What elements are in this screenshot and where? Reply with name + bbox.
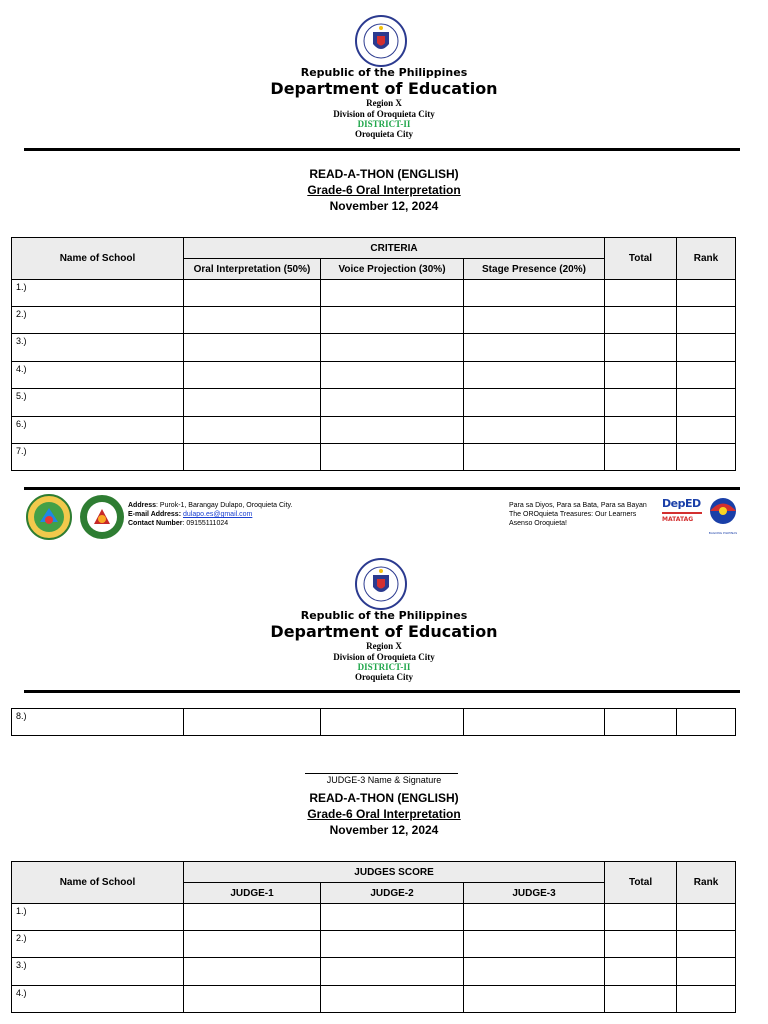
score-cell[interactable] [464,389,605,417]
rank-header: Rank [677,238,736,280]
criteria-header-voice: Voice Projection (30%) [321,259,464,280]
row-number: 3.) [12,958,184,986]
department-title: Department of Education [270,622,498,641]
row-number: 5.) [12,389,184,417]
table-row [12,307,736,334]
rank-cell[interactable] [677,931,736,958]
division-label: Division of Oroquieta City [333,652,435,662]
event-title: READ-A-THON (ENGLISH) [309,167,459,181]
rank-header: Rank [677,862,736,904]
total-cell[interactable] [605,307,677,334]
header-divider [24,148,740,151]
row-number: 7.) [12,444,184,471]
footer-divider [24,487,740,490]
footer-contact: Address: Purok-1, Barangay Dulapo, Oroquieta City. E-mail Address: dulapo.es@gmail.com Contact Number: 09155111024 [128,502,293,527]
table-row [12,417,736,444]
email-link[interactable]: dulapo.es@gmail.com [182,511,253,518]
score-cell[interactable] [184,958,321,986]
row-number: 2.) [12,931,184,958]
score-cell[interactable] [321,958,464,986]
rank-cell[interactable] [677,986,736,1013]
table-row [12,389,736,417]
region-label: Region X [366,98,402,108]
motto-line-1: Para sa Diyos, Para sa Bata, Para sa Bayan [509,502,647,509]
score-cell[interactable] [464,986,605,1013]
total-cell[interactable] [605,709,677,736]
city-label: Oroquieta City [354,129,414,139]
row-number: 4.) [12,986,184,1013]
row-number: 1.) [12,904,184,931]
email-label: E-mail Address [128,511,179,518]
event-date: November 12, 2024 [329,823,439,837]
rank-cell[interactable] [677,904,736,931]
row-number: 6.) [12,417,184,444]
region-label: Region X [366,641,402,651]
bagong-pilipinas-logo [706,496,740,534]
rank-cell[interactable] [677,362,736,389]
score-cell[interactable] [184,986,321,1013]
row-number: 4.) [12,362,184,389]
total-header: Total [605,238,677,280]
city-label: Oroquieta City [354,672,414,682]
name-of-school-header: Name of School [12,862,184,904]
footer-motto [509,501,659,528]
rank-cell[interactable] [677,709,736,736]
district-label: DISTRICT-II [357,662,411,672]
criteria-header-oral: Oral Interpretation (50%) [184,259,321,280]
score-cell[interactable] [184,417,321,444]
republic-label: Republic of the Philippines [300,66,468,79]
deped-matatag-logo [662,497,702,533]
table-row [12,931,736,958]
score-cell[interactable] [464,444,605,471]
score-cell[interactable] [184,931,321,958]
rank-cell[interactable] [677,334,736,362]
score-cell[interactable] [321,444,464,471]
score-cell[interactable] [184,709,321,736]
total-cell[interactable] [605,389,677,417]
matatag-text: MATATAG [662,516,694,523]
criteria-header-stage: Stage Presence (20%) [464,259,605,280]
address-text: : Purok-1, Barangay Dulapo, Oroquieta City. [156,502,293,509]
score-cell[interactable] [321,334,464,362]
republic-label: Republic of the Philippines [300,609,468,622]
score-cell[interactable] [464,958,605,986]
contact-text: : 09155111024 [182,520,229,527]
score-cell[interactable] [321,389,464,417]
score-cell[interactable] [321,280,464,307]
total-cell[interactable] [605,334,677,362]
event-title: READ-A-THON (ENGLISH) [309,791,459,805]
address-label: Address [128,502,157,509]
score-cell[interactable] [464,904,605,931]
criteria-table-continued [11,708,736,736]
row-number: 2.) [12,307,184,334]
score-cell[interactable] [184,362,321,389]
deped-seal [354,14,408,68]
score-cell[interactable] [321,362,464,389]
score-cell[interactable] [184,307,321,334]
row-number: 8.) [12,709,184,736]
deped-logo-text: DepED [662,497,701,510]
signature-label: JUDGE-3 Name & Signature [326,775,442,785]
table-row [12,904,736,931]
table-row [12,958,736,986]
table-row [12,362,736,389]
department-title: Department of Education [270,79,498,98]
rank-cell[interactable] [677,307,736,334]
division-logo [26,494,72,540]
score-cell[interactable] [321,986,464,1013]
contact-label: Contact Number [128,520,183,527]
total-cell[interactable] [605,904,677,931]
signature-line [305,773,458,774]
criteria-table [11,237,736,471]
score-cell[interactable] [321,931,464,958]
rank-cell[interactable] [677,444,736,471]
score-cell[interactable] [321,417,464,444]
total-cell[interactable] [605,931,677,958]
row-number: 1.) [12,280,184,307]
category-title: Grade-6 Oral Interpretation [307,183,461,197]
score-cell[interactable] [464,417,605,444]
judge-3-header: JUDGE-3 [464,883,605,904]
total-cell[interactable] [605,417,677,444]
total-cell[interactable] [605,958,677,986]
total-cell[interactable] [605,362,677,389]
score-cell[interactable] [321,307,464,334]
header-divider [24,690,740,693]
table-row [12,986,736,1013]
judges-score-header: JUDGES SCORE [184,862,605,883]
score-cell[interactable] [321,904,464,931]
score-cell[interactable] [184,280,321,307]
score-cell[interactable] [464,931,605,958]
event-date: November 12, 2024 [329,199,439,213]
bagong-text: BAGONG PILIPINAS [708,531,738,535]
rank-cell[interactable] [677,417,736,444]
score-cell[interactable] [184,444,321,471]
motto-line-2: The OROquieta Treasures: Our Learners [509,511,637,518]
criteria-group-header: CRITERIA [184,238,605,259]
table-row [12,709,736,736]
table-row [12,444,736,471]
school-logo [79,494,125,540]
deped-seal [354,557,408,611]
total-cell[interactable] [605,444,677,471]
rank-cell[interactable] [677,280,736,307]
name-of-school-header: Name of School [12,238,184,280]
score-cell[interactable] [464,280,605,307]
motto-line-3: Asenso Oroquieta! [509,520,567,527]
district-label: DISTRICT-II [357,119,411,129]
table-row [12,280,736,307]
category-title: Grade-6 Oral Interpretation [307,807,461,821]
total-cell[interactable] [605,986,677,1013]
row-number: 3.) [12,334,184,362]
division-label: Division of Oroquieta City [333,109,435,119]
score-cell[interactable] [464,362,605,389]
score-cell[interactable] [464,307,605,334]
score-cell[interactable] [184,389,321,417]
score-cell[interactable] [184,904,321,931]
score-cell[interactable] [464,334,605,362]
rank-cell[interactable] [677,389,736,417]
judge-1-header: JUDGE-1 [184,883,321,904]
judge-2-header: JUDGE-2 [321,883,464,904]
table-row [12,334,736,362]
total-header: Total [605,862,677,904]
rank-cell[interactable] [677,958,736,986]
score-cell[interactable] [184,334,321,362]
total-cell[interactable] [605,280,677,307]
judges-table [11,861,736,1013]
score-cell[interactable] [321,709,464,736]
score-cell[interactable] [464,709,605,736]
